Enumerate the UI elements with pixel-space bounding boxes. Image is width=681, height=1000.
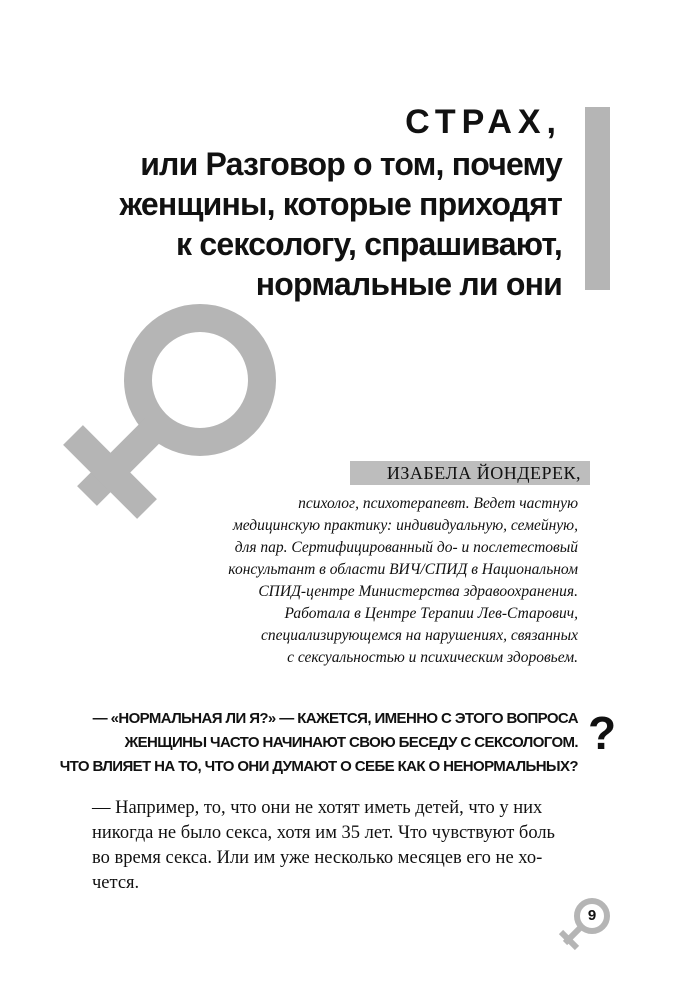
author-bio-line: консультант в области ВИЧ/СПИД в Национальном: [228, 561, 578, 578]
title-line-2: или Разговор о том, почему: [140, 146, 562, 182]
female-symbol-icon: [55, 295, 285, 525]
page-number: 9: [587, 907, 597, 924]
title-line-1: СТРАХ,: [405, 103, 562, 141]
title-line-3: женщины, которые приходят: [119, 186, 562, 222]
answer-line: во время секса. Или им уже несколько месяцев его не хо-: [92, 848, 543, 868]
decorative-gray-bar: [585, 107, 610, 290]
author-bio-line: психолог, психотерапевт. Ведет частную: [298, 495, 578, 512]
author-bio-line: для пар. Сертифицированный до- и послетестовый: [234, 539, 578, 556]
interview-question: [58, 707, 578, 779]
author-bio-line: медицинскую практику: индивидуальную, семейную,: [232, 517, 578, 534]
interview-answer: [92, 796, 582, 896]
answer-line: никогда не было секса, хотя им 35 лет. Что чувствуют боль: [92, 823, 555, 843]
answer-line: чется.: [92, 873, 140, 893]
chapter-title: [42, 100, 562, 304]
author-bio: [118, 493, 578, 669]
author-bio-line: специализирующемся на нарушениях, связанных: [260, 627, 578, 644]
author-bio-line: Работала в Центре Терапии Лев-Старович,: [284, 605, 578, 622]
question-line: — «НОРМАЛЬНАЯ ЛИ Я?» — КАЖЕТСЯ, ИМЕННО С ЭТОГО ВОПРОСА: [92, 710, 578, 727]
title-line-4: к сексологу, спрашивают,: [176, 226, 562, 262]
title-line-5: нормальные ли они: [255, 266, 562, 302]
answer-line: — Например, то, что они не хотят иметь детей, что у них: [92, 798, 543, 818]
author-name: ИЗАБЕЛА ЙОНДЕРЕК,: [386, 463, 581, 483]
question-mark-icon: ?: [587, 707, 617, 759]
question-line: ЖЕНЩИНЫ ЧАСТО НАЧИНАЮТ СВОЮ БЕСЕДУ С СЕКСОЛОГОМ.: [124, 734, 578, 751]
author-bio-line: СПИД-центре Министерства здравоохранения.: [258, 583, 578, 600]
question-line: ЧТО ВЛИЯЕТ НА ТО, ЧТО ОНИ ДУМАЮТ О СЕБЕ КАК О НЕНОРМАЛЬНЫХ?: [59, 758, 578, 775]
author-bio-line: с сексуальностью и психическим здоровьем.: [287, 649, 578, 666]
